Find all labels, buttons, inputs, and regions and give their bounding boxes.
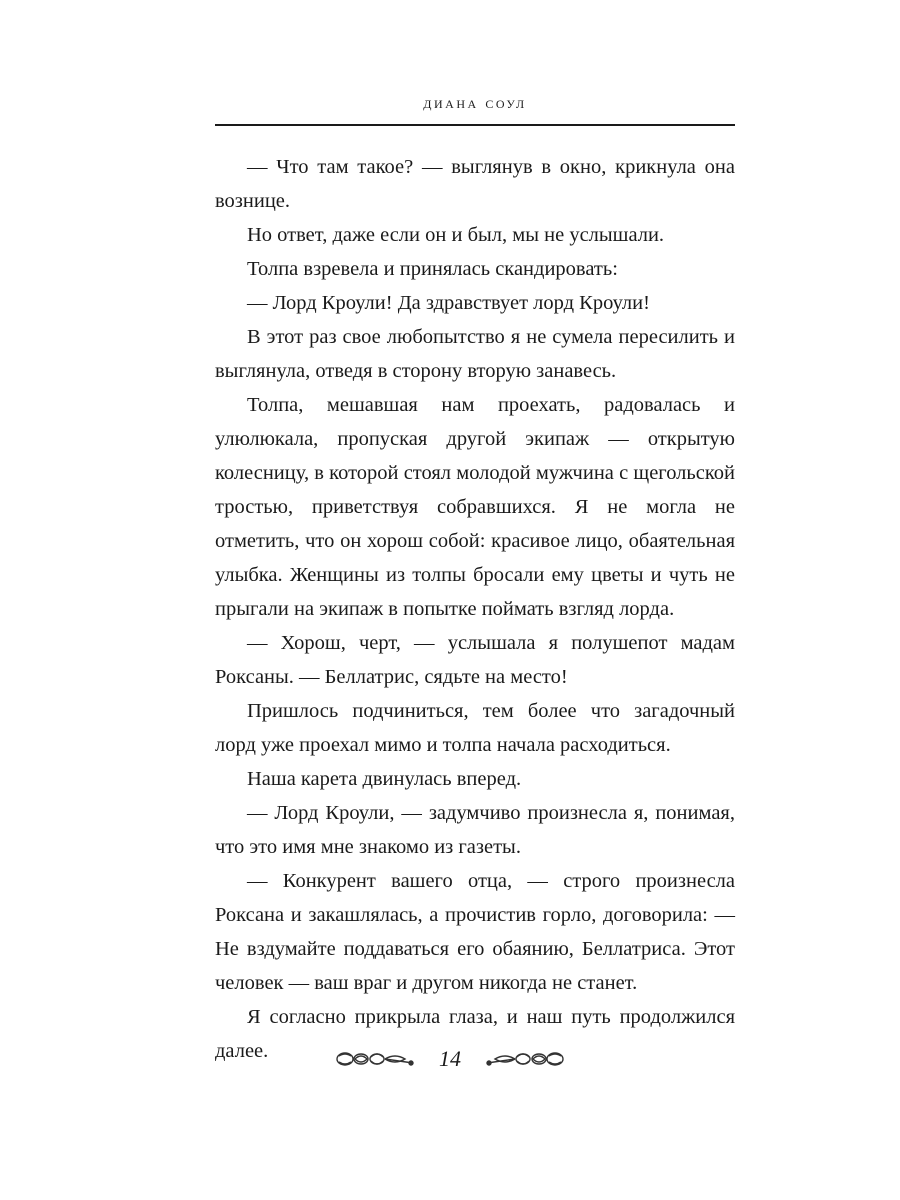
running-title: диана соул xyxy=(423,93,527,112)
page-footer xyxy=(0,1046,900,1072)
paragraph: — Лорд Кроули, — задумчиво произнесла я, понимая, что это имя мне знакомо из газеты. xyxy=(215,802,735,858)
paragraph: Но ответ, даже если он и был, мы не услышали. xyxy=(247,224,665,246)
paragraph: Наша карета двинулась вперед. xyxy=(247,768,522,790)
floral-ornament-icon xyxy=(335,1047,415,1071)
floral-ornament-icon xyxy=(485,1047,565,1071)
paragraph: Я согласно прикрыла глаза, и наш путь продолжился далее. xyxy=(215,1006,735,1062)
paragraph: В этот раз свое любопытство я не сумела пересилить и выглянула, отведя в сторону вторую занавесь. xyxy=(215,326,735,382)
paragraph: — Хорош, черт, — услышала я полушепот мадам Роксаны. — Беллатрис, сядьте на место! xyxy=(215,632,735,688)
page-number: 14 xyxy=(439,1046,461,1071)
paragraph: — Лорд Кроули! Да здравствует лорд Кроули! xyxy=(247,292,650,314)
paragraph: Толпа взревела и принялась скандировать: xyxy=(247,258,618,280)
paragraph: Пришлось подчиниться, тем более что загадочный лорд уже проехал мимо и толпа начала расходиться. xyxy=(215,700,735,756)
body-text xyxy=(215,150,735,1068)
paragraph: — Конкурент вашего отца, — строго произнесла Роксана и закашлялась, а прочистив горло, договорила: — Не вздумайте поддаваться его обаянию, Беллатриса. Этот человек — ваш враг и другом никогда не станет. xyxy=(215,870,735,994)
header-rule xyxy=(215,124,735,126)
paragraph: Толпа, мешавшая нам проехать, радовалась и улюлюкала, пропуская другой экипаж — открытую колесницу, в которой стоял молодой мужчина с щегольской тростью, приветствуя собравшихся. Я не могла не отметить, что он хорош собой: красивое лицо, обаятельная улыбка. Женщины из толпы бросали ему цветы и чуть не прыгали на экипаж в попытке поймать взгляд лорда. xyxy=(215,394,735,620)
paragraph: — Что там такое? — выглянув в окно, крикнула она вознице. xyxy=(215,156,735,212)
